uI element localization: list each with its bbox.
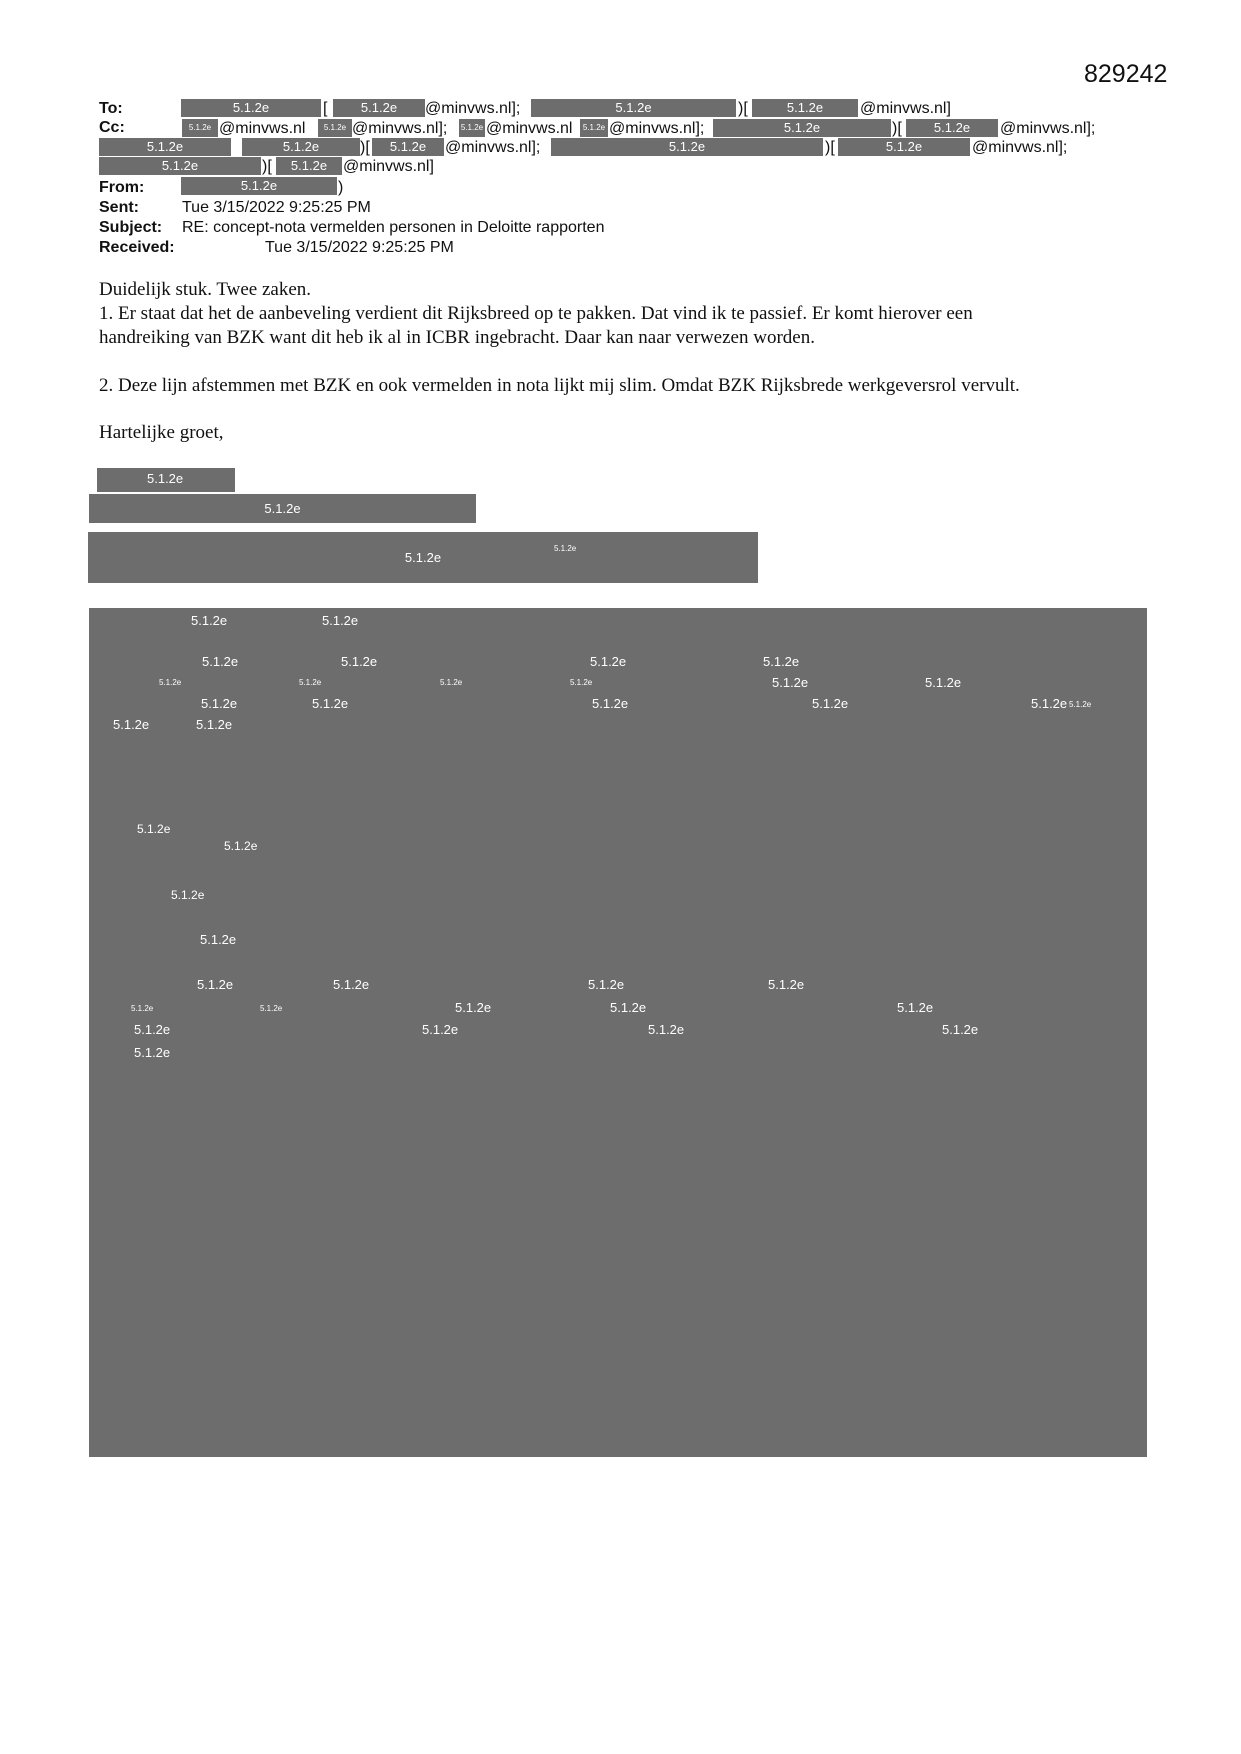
redaction-box: 5.1.2e [99, 138, 231, 156]
separator: )[ [738, 100, 748, 117]
received-value: Tue 3/15/2022 9:25:25 PM [265, 239, 454, 256]
redaction-box: 5.1.2e [318, 119, 352, 137]
from-label: From: [99, 179, 145, 196]
redaction-box: 5.1.2e [181, 177, 337, 195]
redaction-code-small: 5.1.2e [131, 1004, 154, 1013]
redaction-code: 5.1.2e [171, 888, 205, 902]
email-domain: @minvws.nl]; [445, 139, 541, 156]
redaction-code: 5.1.2e [897, 1000, 934, 1015]
redaction-code-small: 5.1.2e [440, 678, 463, 687]
email-domain: @minvws.nl]; [425, 100, 521, 117]
redaction-code: 5.1.2e [590, 654, 627, 669]
redaction-code: 5.1.2e [137, 822, 171, 836]
signature-redaction: 5.1.2e [88, 532, 758, 583]
redaction-code: 5.1.2e [925, 675, 962, 690]
redaction-code: 5.1.2e [134, 1022, 171, 1037]
redaction-code: 5.1.2e [224, 839, 258, 853]
received-label: Received: [99, 239, 175, 256]
redaction-box: 5.1.2e [752, 99, 858, 117]
redaction-box: 5.1.2e [276, 157, 342, 175]
redaction-box: 5.1.2e [181, 99, 321, 117]
redaction-box: 5.1.2e [333, 99, 425, 117]
email-domain: @minvws.nl]; [972, 139, 1068, 156]
redaction-code: 5.1.2e [197, 977, 234, 992]
redaction-box: 5.1.2e [580, 119, 608, 137]
redaction-code-small: 5.1.2e [570, 678, 593, 687]
redaction-code: 5.1.2e [200, 932, 237, 947]
subject-label: Subject: [99, 219, 163, 236]
redaction-code: 5.1.2e [191, 613, 228, 628]
redaction-code: 5.1.2e [312, 696, 349, 711]
to-label: To: [99, 100, 123, 117]
redaction-code: 5.1.2e [1031, 696, 1068, 711]
separator: [ [323, 100, 328, 117]
separator: )[ [262, 158, 272, 175]
email-domain: @minvws.nl]; [352, 120, 448, 137]
redaction-code-small: 5.1.2e [1069, 700, 1092, 709]
separator: )[ [360, 139, 370, 156]
redaction-code: 5.1.2e [768, 977, 805, 992]
redaction-code-small: 5.1.2e [554, 544, 577, 553]
separator: ) [338, 179, 344, 196]
redaction-code: 5.1.2e [648, 1022, 685, 1037]
body-point1-line1: 1. Er staat dat het de aanbeveling verdient dit Rijksbreed op te pakken. Dat vind ik te passief. Er komt hierover een [99, 303, 973, 324]
redaction-code-small: 5.1.2e [299, 678, 322, 687]
body-point2: 2. Deze lijn afstemmen met BZK en ook vermelden in nota lijkt mij slim. Omdat BZK Rijksbrede werkgeversrol vervult. [99, 375, 1020, 396]
redaction-code: 5.1.2e [202, 654, 239, 669]
redaction-code: 5.1.2e [812, 696, 849, 711]
redaction-box: 5.1.2e [372, 138, 444, 156]
separator: )[ [892, 120, 902, 137]
redaction-box: 5.1.2e [838, 138, 970, 156]
redaction-code: 5.1.2e [942, 1022, 979, 1037]
email-domain: @minvws.nl [486, 120, 573, 137]
body-point1-line2: handreiking van BZK want dit heb ik al in ICBR ingebracht. Daar kan naar verwezen worden. [99, 327, 815, 348]
email-domain: @minvws.nl]; [1000, 120, 1096, 137]
subject-value: RE: concept-nota vermelden personen in Deloitte rapporten [182, 219, 605, 236]
redaction-code-small: 5.1.2e [159, 678, 182, 687]
redaction-code: 5.1.2e [455, 1000, 492, 1015]
redaction-box: 5.1.2e [551, 138, 823, 156]
redaction-box: 5.1.2e [182, 119, 218, 137]
redaction-box: 5.1.2e [531, 99, 736, 117]
email-domain: @minvws.nl [219, 120, 306, 137]
redaction-code: 5.1.2e [763, 654, 800, 669]
signature-redaction: 5.1.2e [97, 468, 235, 492]
redaction-code: 5.1.2e [592, 696, 629, 711]
redaction-box: 5.1.2e [459, 119, 485, 137]
document-number: 829242 [1084, 60, 1168, 88]
redaction-code: 5.1.2e [610, 1000, 647, 1015]
email-domain: @minvws.nl] [343, 158, 434, 175]
redaction-code: 5.1.2e [134, 1045, 171, 1060]
redaction-code: 5.1.2e [422, 1022, 459, 1037]
redaction-code: 5.1.2e [333, 977, 370, 992]
redaction-box: 5.1.2e [906, 119, 998, 137]
email-domain: @minvws.nl] [860, 100, 951, 117]
redaction-code: 5.1.2e [588, 977, 625, 992]
sent-label: Sent: [99, 199, 139, 216]
large-redaction-block [89, 608, 1147, 1457]
redaction-code: 5.1.2e [341, 654, 378, 669]
redaction-box: 5.1.2e [99, 157, 261, 175]
redaction-code: 5.1.2e [201, 696, 238, 711]
email-domain: @minvws.nl]; [609, 120, 705, 137]
redaction-code: 5.1.2e [322, 613, 359, 628]
redaction-box: 5.1.2e [242, 138, 360, 156]
body-closing: Hartelijke groet, [99, 422, 224, 443]
separator: )[ [825, 139, 835, 156]
cc-label: Cc: [99, 119, 125, 136]
redaction-code: 5.1.2e [196, 717, 233, 732]
redaction-box: 5.1.2e [713, 119, 891, 137]
body-intro: Duidelijk stuk. Twee zaken. [99, 279, 312, 300]
signature-redaction: 5.1.2e [89, 494, 476, 523]
redaction-code: 5.1.2e [113, 717, 150, 732]
redaction-code-small: 5.1.2e [260, 1004, 283, 1013]
sent-value: Tue 3/15/2022 9:25:25 PM [182, 199, 371, 216]
redaction-code: 5.1.2e [772, 675, 809, 690]
